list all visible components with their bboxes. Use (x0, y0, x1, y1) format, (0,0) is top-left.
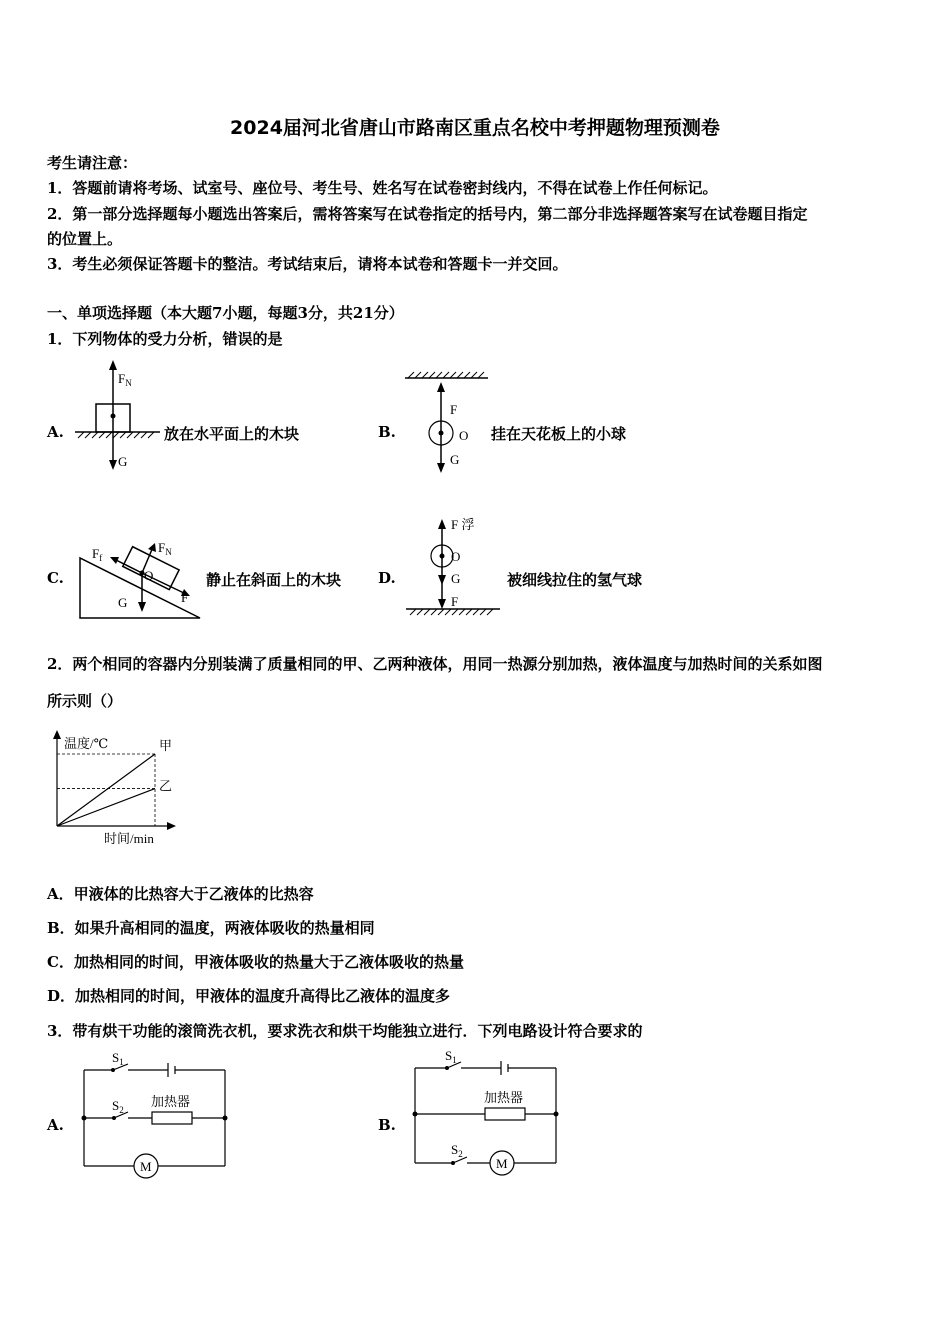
label-fn: $F_N$ (158, 540, 172, 557)
question-2-stem: 2．两个相同的容器内分别装满了质量相同的甲、乙两种液体，用同一热源分别加热，液体温度与加热时间的关系如图 (47, 655, 823, 673)
switch-s1-label: $S_1$ (112, 1050, 124, 1067)
label-f: F (181, 590, 189, 605)
q2-option-d: D．加热相同的时间，甲液体的温度升高得比乙液体的温度多 (47, 987, 451, 1005)
label-g: G (118, 595, 128, 610)
label-ff: $F_f$ (92, 546, 103, 563)
q1-diagram-a (70, 358, 165, 473)
label-f: F (451, 594, 459, 609)
q1-option-b-caption: 挂在天花板上的小球 (491, 425, 627, 443)
motor-label: M (496, 1156, 508, 1171)
q1-diagram-c (78, 534, 206, 620)
q2-option-c: C．加热相同的时间，甲液体吸收的热量大于乙液体吸收的热量 (47, 953, 464, 971)
series-line-yi (57, 789, 155, 826)
label-o: O (144, 568, 154, 583)
section-heading: 一、单项选择题（本大题7小题，每题3分，共21分） (47, 304, 404, 322)
notice-item: 2．第一部分选择题每小题选出答案后，需将答案写在试卷指定的括号内，第二部分非选择题答案写在试卷题目指定 (47, 205, 808, 223)
series-label-yi: 乙 (159, 778, 173, 794)
q3-circuit-a (78, 1052, 233, 1182)
q3-option-a-letter: A. (47, 1116, 64, 1134)
notice-item: 3．考生必须保证答题卡的整洁。考试结束后，请将本试卷和答题卡一并交回。 (47, 255, 568, 273)
question-3-stem: 3．带有烘干功能的滚筒洗衣机，要求洗衣和烘干均能独立进行．下列电路设计符合要求的 (47, 1022, 643, 1040)
notice-item: 的位置上。 (47, 230, 123, 248)
question-2-stem-cont: 所示则（） (47, 692, 123, 710)
question-1-stem: 1．下列物体的受力分析，错误的是 (47, 330, 283, 348)
q3-circuit-b (409, 1050, 564, 1180)
q2-option-a: A．甲液体的比热容大于乙液体的比热容 (47, 885, 314, 903)
q1-option-d-letter: D. (378, 569, 396, 587)
label-fn: $F_N$ (118, 371, 132, 388)
series-label-jia: 甲 (159, 738, 173, 753)
label-g: G (451, 571, 461, 586)
switch-s1-label: $S_1$ (445, 1048, 457, 1065)
heater-label: 加热器 (484, 1090, 524, 1105)
notice-heading: 考生请注意： (47, 154, 138, 172)
y-axis-label: 温度/℃ (64, 736, 109, 751)
switch-s2-label: $S_2$ (112, 1098, 124, 1115)
q1-diagram-b (400, 372, 495, 477)
q1-option-c-letter: C. (47, 569, 64, 587)
label-g: G (450, 452, 460, 467)
q1-option-c-caption: 静止在斜面上的木块 (206, 571, 342, 589)
q1-option-a-caption: 放在水平面上的木块 (164, 425, 300, 443)
label-fbuoy: F 浮 (451, 517, 475, 532)
q1-option-a-letter: A. (47, 423, 64, 441)
y-axis-arrow (53, 730, 61, 739)
q1-option-b-letter: B. (378, 423, 396, 441)
switch-s2-label: $S_2$ (451, 1142, 463, 1159)
label-o: O (451, 549, 461, 564)
exam-title: 2024届河北省唐山市路南区重点名校中考押题物理预测卷 (230, 117, 720, 139)
label-g: G (118, 454, 128, 469)
q2-option-b: B．如果升高相同的温度，两液体吸收的热量相同 (47, 919, 375, 937)
motor-label: M (140, 1159, 152, 1174)
x-axis-arrow (167, 822, 176, 830)
label-o: O (459, 428, 469, 443)
heater-label: 加热器 (151, 1094, 191, 1109)
label-f: F (450, 402, 458, 417)
x-axis-label: 时间/min (104, 831, 154, 846)
q1-diagram-d (404, 515, 504, 621)
q2-chart (40, 728, 190, 848)
series-line-jia (57, 754, 155, 826)
notice-item: 1．答题前请将考场、试室号、座位号、考生号、姓名写在试卷密封线内，不得在试卷上作任何标记。 (47, 179, 718, 197)
q1-option-d-caption: 被细线拉住的氢气球 (507, 571, 643, 589)
q3-option-b-letter: B. (378, 1116, 396, 1134)
